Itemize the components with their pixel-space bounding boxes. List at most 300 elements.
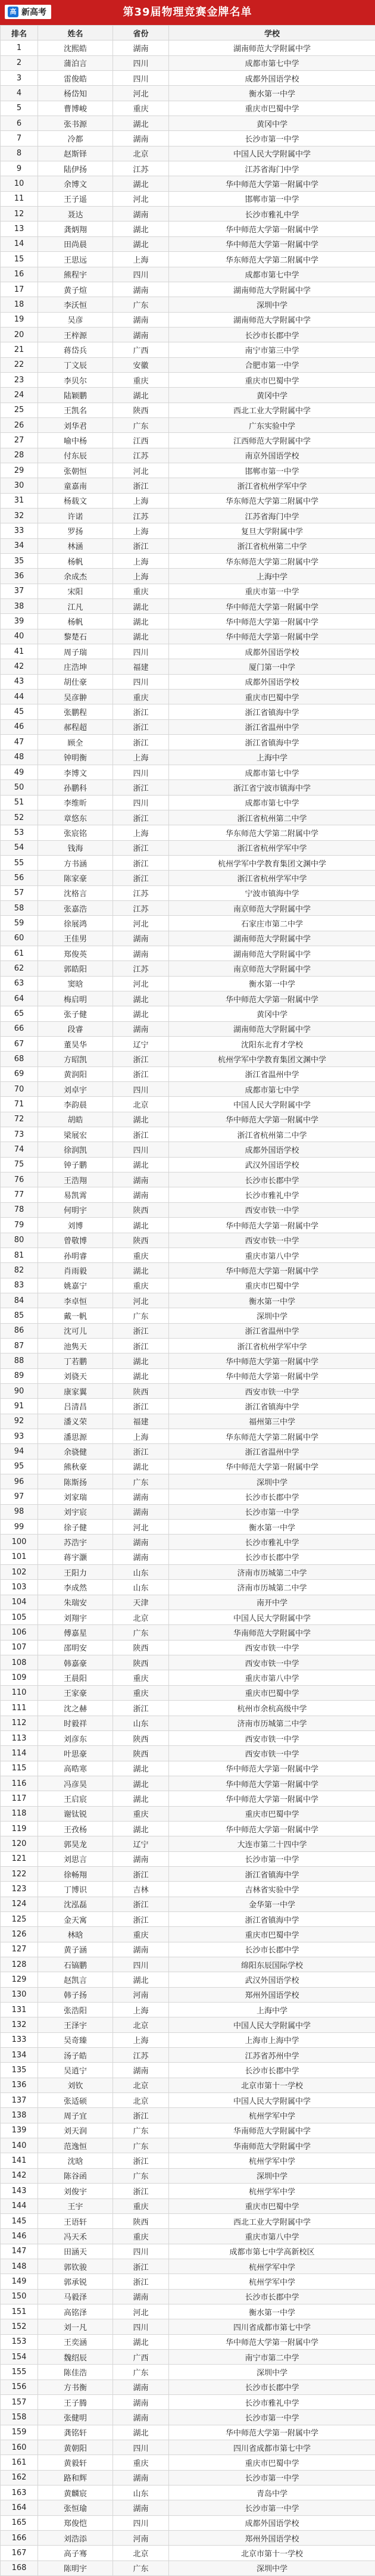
cell-rank: 120 <box>1 1836 38 1851</box>
cell-rank: 109 <box>1 1670 38 1685</box>
cell-province: 江西 <box>113 433 169 448</box>
cell-rank: 147 <box>1 2244 38 2259</box>
cell-rank: 108 <box>1 1655 38 1670</box>
table-row <box>1 357 375 372</box>
cell-name: 时毅祥 <box>38 1716 113 1730</box>
cell-rank: 144 <box>1 2198 38 2213</box>
cell-school: 杭州市余杭高级中学 <box>169 1701 375 1716</box>
cell-name: 刘一凡 <box>38 2319 113 2334</box>
cell-province: 湖北 <box>113 222 169 236</box>
cell-rank: 134 <box>1 2048 38 2063</box>
cell-rank: 82 <box>1 1263 38 1278</box>
table-row <box>1 2561 375 2575</box>
cell-name: 童嘉南 <box>38 478 113 493</box>
cell-rank: 32 <box>1 509 38 523</box>
cell-rank: 36 <box>1 569 38 584</box>
cell-province: 广东 <box>113 2365 169 2379</box>
cell-name: 高晧寒 <box>38 1761 113 1776</box>
cell-school: 长沙市雅礼中学 <box>169 2394 375 2409</box>
cell-rank: 56 <box>1 871 38 885</box>
cell-rank: 162 <box>1 2470 38 2485</box>
cell-school: 西安市铁一中学 <box>169 1730 375 1745</box>
cell-province: 山东 <box>113 1716 169 1730</box>
cell-rank: 124 <box>1 1897 38 1911</box>
table-row <box>1 2304 375 2319</box>
cell-name: 郑俊英 <box>38 946 113 960</box>
cell-name: 黄麟宸 <box>38 2485 113 2500</box>
cell-rank: 99 <box>1 1520 38 1535</box>
cell-province: 福建 <box>113 659 169 674</box>
cell-name: 张朝恒 <box>38 463 113 478</box>
cell-rank: 29 <box>1 463 38 478</box>
table-row <box>1 1987 375 2002</box>
cell-name: 沈晗 <box>38 2153 113 2168</box>
cell-name: 雷俊皓 <box>38 71 113 86</box>
cell-rank: 8 <box>1 146 38 161</box>
table-row <box>1 1504 375 1519</box>
cell-name: 董昊华 <box>38 1037 113 1052</box>
table-row <box>1 236 375 251</box>
cell-name: 路和辉 <box>38 2470 113 2485</box>
table-row <box>1 478 375 493</box>
cell-name: 王宇 <box>38 2198 113 2213</box>
table-row <box>1 1172 375 1187</box>
brand-logo-icon: 高 <box>8 7 18 17</box>
cell-rank: 30 <box>1 478 38 493</box>
cell-name: 王泽宇 <box>38 2017 113 2032</box>
cell-school: 福州第三中学 <box>169 1414 375 1429</box>
cell-province: 重庆 <box>113 1670 169 1685</box>
cell-rank: 153 <box>1 2334 38 2349</box>
cell-school: 中国人民大学附属中学 <box>169 1097 375 1112</box>
cell-province: 山东 <box>113 2485 169 2500</box>
table-row <box>1 1187 375 1202</box>
cell-province: 湖南 <box>113 1504 169 1519</box>
cell-name: 陈家豪 <box>38 871 113 885</box>
cell-rank: 94 <box>1 1444 38 1459</box>
cell-rank: 141 <box>1 2153 38 2168</box>
cell-name: 余骁健 <box>38 1444 113 1459</box>
cell-school: 华中师范大学第一附属中学 <box>169 2425 375 2440</box>
cell-rank: 65 <box>1 1006 38 1021</box>
table-row <box>1 448 375 463</box>
cell-school: 杭州学军中学教育集团文渊中学 <box>169 855 375 870</box>
table-row <box>1 2198 375 2213</box>
cell-rank: 64 <box>1 991 38 1006</box>
cell-name: 方书衡 <box>38 2379 113 2394</box>
cell-name: 刘浩添 <box>38 2531 113 2546</box>
table-row <box>1 55 375 70</box>
cell-rank: 133 <box>1 2032 38 2047</box>
column-header-school: 学校 <box>169 26 375 40</box>
cell-school: 邯郸市第一中学 <box>169 463 375 478</box>
cell-rank: 158 <box>1 2410 38 2425</box>
cell-school: 华东师范大学第二附属中学 <box>169 825 375 840</box>
cell-school: 华中师范大学第一附属中学 <box>169 614 375 629</box>
cell-province: 湖南 <box>113 1187 169 1202</box>
cell-name: 喻中杨 <box>38 433 113 448</box>
cell-school: 上海中学 <box>169 569 375 584</box>
cell-rank: 100 <box>1 1535 38 1549</box>
cell-province: 湖南 <box>113 131 169 146</box>
cell-name: 蒋岱兵 <box>38 342 113 357</box>
table-row <box>1 1685 375 1700</box>
table-row <box>1 1414 375 1429</box>
cell-school: 浙江省杭州第二中学 <box>169 810 375 825</box>
medal-table <box>0 25 375 2576</box>
cell-school: 南京师范大学附属中学 <box>169 900 375 915</box>
cell-name: 冷都 <box>38 131 113 146</box>
cell-name: 曾敬博 <box>38 1233 113 1248</box>
cell-province: 吉林 <box>113 1882 169 1897</box>
table-row <box>1 1142 375 1157</box>
cell-name: 龚铭轩 <box>38 2425 113 2440</box>
cell-rank: 35 <box>1 554 38 569</box>
cell-school: 杭州学军中学 <box>169 2274 375 2289</box>
cell-province: 重庆 <box>113 1806 169 1821</box>
cell-rank: 70 <box>1 1082 38 1097</box>
cell-school: 华东师范大学第二附属中学 <box>169 493 375 508</box>
table-row <box>1 2032 375 2047</box>
cell-school: 重庆市巴蜀中学 <box>169 690 375 704</box>
cell-rank: 142 <box>1 2168 38 2183</box>
cell-province: 湖南 <box>113 931 169 946</box>
cell-name: 吴彦翀 <box>38 690 113 704</box>
cell-province: 陕西 <box>113 1640 169 1655</box>
cell-school: 西安市铁一中学 <box>169 1383 375 1398</box>
cell-province: 四川 <box>113 644 169 659</box>
table-row <box>1 1791 375 1806</box>
cell-rank: 127 <box>1 1942 38 1957</box>
cell-province: 重庆 <box>113 584 169 598</box>
cell-rank: 146 <box>1 2229 38 2244</box>
cell-school: 黄冈中学 <box>169 1006 375 1021</box>
cell-province: 河北 <box>113 463 169 478</box>
cell-name: 张书源 <box>38 116 113 131</box>
cell-rank: 106 <box>1 1625 38 1640</box>
table-row <box>1 916 375 931</box>
cell-school: 复旦大学附属中学 <box>169 523 375 538</box>
cell-province: 湖南 <box>113 2394 169 2409</box>
cell-province: 陕西 <box>113 1202 169 1217</box>
cell-province: 浙江 <box>113 1866 169 1881</box>
cell-name: 汤子皓 <box>38 2048 113 2063</box>
cell-name: 冯彦昊 <box>38 1776 113 1791</box>
cell-school: 浙江省宁波市镇海中学 <box>169 780 375 795</box>
cell-rank: 81 <box>1 1248 38 1262</box>
cell-name: 高子骞 <box>38 2546 113 2561</box>
table-row <box>1 1851 375 1866</box>
cell-school: 长沙市长郡中学 <box>169 2063 375 2078</box>
cell-province: 湖南 <box>113 312 169 327</box>
cell-school: 长沙市第一中学 <box>169 1851 375 1866</box>
cell-school: 衡水第一中学 <box>169 86 375 101</box>
cell-rank: 110 <box>1 1685 38 1700</box>
cell-name: 杨岱知 <box>38 86 113 101</box>
cell-name: 蒋宇灏 <box>38 1549 113 1564</box>
cell-school: 华中师范大学第一附属中学 <box>169 629 375 644</box>
cell-name: 刘家瑞 <box>38 1489 113 1504</box>
cell-province: 江苏 <box>113 961 169 976</box>
cell-rank: 167 <box>1 2546 38 2561</box>
cell-name: 张适硕 <box>38 2093 113 2108</box>
cell-name: 朱瑞安 <box>38 1595 113 1610</box>
cell-province: 广东 <box>113 2168 169 2183</box>
cell-rank: 159 <box>1 2425 38 2440</box>
cell-school: 浙江省镇海中学 <box>169 1399 375 1414</box>
cell-name: 章悠东 <box>38 810 113 825</box>
cell-name: 徐畅翔 <box>38 1866 113 1881</box>
cell-name: 刘思言 <box>38 1851 113 1866</box>
table-row <box>1 1354 375 1368</box>
cell-province: 广东 <box>113 297 169 312</box>
cell-school: 华中师范大学第一附属中学 <box>169 1791 375 1806</box>
cell-province: 上海 <box>113 493 169 508</box>
cell-name: 沈熙皓 <box>38 40 113 55</box>
cell-province: 辽宁 <box>113 1836 169 1851</box>
cell-rank: 148 <box>1 2259 38 2274</box>
cell-province: 江苏 <box>113 885 169 900</box>
cell-province: 湖南 <box>113 2289 169 2304</box>
cell-school: 华中师范大学第一附属中学 <box>169 991 375 1006</box>
cell-province: 河北 <box>113 1520 169 1535</box>
cell-rank: 155 <box>1 2365 38 2379</box>
table-row <box>1 659 375 674</box>
cell-rank: 54 <box>1 840 38 855</box>
cell-rank: 19 <box>1 312 38 327</box>
cell-school: 华南师范大学附属中学 <box>169 1625 375 1640</box>
table-row <box>1 327 375 342</box>
cell-rank: 24 <box>1 388 38 403</box>
cell-province: 浙江 <box>113 1066 169 1081</box>
cell-rank: 152 <box>1 2319 38 2334</box>
cell-rank: 138 <box>1 2108 38 2123</box>
table-row <box>1 2485 375 2500</box>
cell-name: 李维昕 <box>38 795 113 810</box>
cell-name: 李沃恒 <box>38 297 113 312</box>
cell-school: 湖南师范大学附属中学 <box>169 931 375 946</box>
cell-province: 浙江 <box>113 1444 169 1459</box>
cell-rank: 114 <box>1 1746 38 1761</box>
cell-name: 杨载文 <box>38 493 113 508</box>
cell-name: 王家豪 <box>38 1685 113 1700</box>
cell-rank: 154 <box>1 2349 38 2364</box>
cell-rank: 102 <box>1 1565 38 1580</box>
cell-school: 长沙市第一中学 <box>169 1504 375 1519</box>
cell-name: 吴彦 <box>38 312 113 327</box>
cell-name: 胡皓 <box>38 1112 113 1127</box>
cell-school: 南宁市第二中学 <box>169 2349 375 2364</box>
cell-rank: 39 <box>1 614 38 629</box>
table-row <box>1 629 375 644</box>
cell-rank: 59 <box>1 916 38 931</box>
column-header-name: 姓名 <box>38 26 113 40</box>
cell-name: 周子瑞 <box>38 644 113 659</box>
cell-name: 钟子鹏 <box>38 1157 113 1172</box>
table-row <box>1 2048 375 2063</box>
cell-name: 吴奇臻 <box>38 2032 113 2047</box>
cell-school: 浙江省杭州学军中学 <box>169 840 375 855</box>
cell-rank: 117 <box>1 1791 38 1806</box>
cell-province: 浙江 <box>113 2184 169 2198</box>
cell-name: 肖雨毅 <box>38 1263 113 1278</box>
cell-rank: 51 <box>1 795 38 810</box>
cell-province: 浙江 <box>113 478 169 493</box>
cell-rank: 84 <box>1 1293 38 1308</box>
cell-name: 刘骁天 <box>38 1368 113 1383</box>
table-row <box>1 1625 375 1640</box>
table-row <box>1 282 375 297</box>
cell-province: 陕西 <box>113 1655 169 1670</box>
cell-name: 聂达 <box>38 207 113 222</box>
cell-name: 高铭泽 <box>38 2304 113 2319</box>
cell-name: 杨帆 <box>38 554 113 569</box>
cell-name: 张浩阳 <box>38 2003 113 2017</box>
cell-name: 沈格言 <box>38 885 113 900</box>
table-row <box>1 523 375 538</box>
brand-logo-text: 新高考 <box>21 6 46 18</box>
table-row <box>1 2153 375 2168</box>
cell-province: 上海 <box>113 2032 169 2047</box>
cell-rank: 132 <box>1 2017 38 2032</box>
table-row <box>1 1308 375 1323</box>
cell-province: 江苏 <box>113 509 169 523</box>
cell-province: 湖北 <box>113 236 169 251</box>
table-row <box>1 2063 375 2078</box>
cell-name: 吴逍宁 <box>38 2063 113 2078</box>
cell-name: 段睿 <box>38 1021 113 1036</box>
page-title: 第39届物理竞赛金牌名单 <box>0 0 375 25</box>
cell-rank: 88 <box>1 1354 38 1368</box>
cell-school: 济南市历城第二中学 <box>169 1565 375 1580</box>
table-row <box>1 146 375 161</box>
cell-name: 许诺 <box>38 509 113 523</box>
table-row <box>1 1248 375 1262</box>
cell-name: 方昭凯 <box>38 1052 113 1066</box>
cell-school: 深圳中学 <box>169 1474 375 1489</box>
cell-rank: 1 <box>1 40 38 55</box>
cell-school: 沈阳东北育才学校 <box>169 1037 375 1052</box>
cell-school: 浙江省镇海中学 <box>169 1866 375 1881</box>
cell-name: 谢钛锐 <box>38 1806 113 1821</box>
cell-name: 徐润凯 <box>38 1142 113 1157</box>
cell-name: 黄子涵 <box>38 1942 113 1957</box>
table-row <box>1 2003 375 2017</box>
table-row <box>1 674 375 689</box>
table-row <box>1 1157 375 1172</box>
table-row <box>1 2379 375 2394</box>
table-row <box>1 2229 375 2244</box>
cell-name: 王梓源 <box>38 327 113 342</box>
cell-province: 重庆 <box>113 101 169 116</box>
cell-province: 浙江 <box>113 1127 169 1142</box>
cell-rank: 135 <box>1 2063 38 2078</box>
table-row <box>1 1233 375 1248</box>
cell-province: 湖北 <box>113 116 169 131</box>
cell-province: 湖南 <box>113 1535 169 1549</box>
cell-rank: 46 <box>1 719 38 734</box>
cell-province: 辽宁 <box>113 1037 169 1052</box>
table-row <box>1 1610 375 1625</box>
cell-name: 李韵晨 <box>38 1097 113 1112</box>
cell-name: 王阳力 <box>38 1565 113 1580</box>
table-row <box>1 1911 375 1926</box>
cell-province: 上海 <box>113 2003 169 2017</box>
cell-province: 湖南 <box>113 40 169 55</box>
cell-rank: 111 <box>1 1701 38 1716</box>
cell-name: 庄浩坤 <box>38 659 113 674</box>
table-row <box>1 86 375 101</box>
cell-rank: 4 <box>1 86 38 101</box>
cell-school: 湖南师范大学附属中学 <box>169 282 375 297</box>
table-row <box>1 1746 375 1761</box>
table-row <box>1 388 375 403</box>
cell-name: 王凯名 <box>38 403 113 417</box>
cell-rank: 164 <box>1 2500 38 2515</box>
cell-school: 济南市历城第二中学 <box>169 1580 375 1595</box>
cell-school: 华中师范大学第一附属中学 <box>169 2334 375 2349</box>
cell-school: 华中师范大学第一附属中学 <box>169 176 375 191</box>
cell-province: 浙江 <box>113 1701 169 1716</box>
cell-province: 浙江 <box>113 2259 169 2274</box>
table-row <box>1 2531 375 2546</box>
cell-province: 上海 <box>113 750 169 765</box>
cell-rank: 130 <box>1 1987 38 2002</box>
table-row <box>1 1565 375 1580</box>
table-row <box>1 40 375 55</box>
cell-name: 张子健 <box>38 1006 113 1021</box>
table-row <box>1 584 375 598</box>
cell-province: 湖南 <box>113 946 169 960</box>
cell-rank: 115 <box>1 1761 38 1776</box>
cell-province: 四川 <box>113 2440 169 2455</box>
table-row <box>1 2394 375 2409</box>
table-row <box>1 2274 375 2289</box>
cell-rank: 13 <box>1 222 38 236</box>
cell-province: 重庆 <box>113 1278 169 1293</box>
table-row <box>1 101 375 116</box>
cell-name: 张鹏程 <box>38 704 113 719</box>
cell-name: 姚嘉宁 <box>38 1278 113 1293</box>
cell-province: 浙江 <box>113 1911 169 1926</box>
cell-rank: 101 <box>1 1549 38 1564</box>
cell-name: 王语轩 <box>38 2213 113 2228</box>
cell-province: 重庆 <box>113 372 169 387</box>
cell-school: 重庆市巴蜀中学 <box>169 1685 375 1700</box>
cell-name: 范逸恒 <box>38 2138 113 2153</box>
cell-rank: 85 <box>1 1308 38 1323</box>
table-row <box>1 131 375 146</box>
cell-school: 长沙市长郡中学 <box>169 327 375 342</box>
table-row <box>1 1882 375 1897</box>
cell-name: 刘华君 <box>38 417 113 432</box>
cell-rank: 57 <box>1 885 38 900</box>
cell-province: 重庆 <box>113 1927 169 1942</box>
table-row <box>1 433 375 448</box>
cell-province: 浙江 <box>113 855 169 870</box>
table-row <box>1 1127 375 1142</box>
cell-name: 王晨阳 <box>38 1670 113 1685</box>
cell-province: 湖北 <box>113 1263 169 1278</box>
table-row <box>1 644 375 659</box>
cell-province: 湖北 <box>113 1368 169 1383</box>
table-row <box>1 2244 375 2259</box>
cell-province: 浙江 <box>113 1399 169 1414</box>
cell-province: 陕西 <box>113 2213 169 2228</box>
cell-school: 浙江省杭州第二中学 <box>169 1127 375 1142</box>
cell-school: 深圳中学 <box>169 2168 375 2183</box>
cell-rank: 78 <box>1 1202 38 1217</box>
